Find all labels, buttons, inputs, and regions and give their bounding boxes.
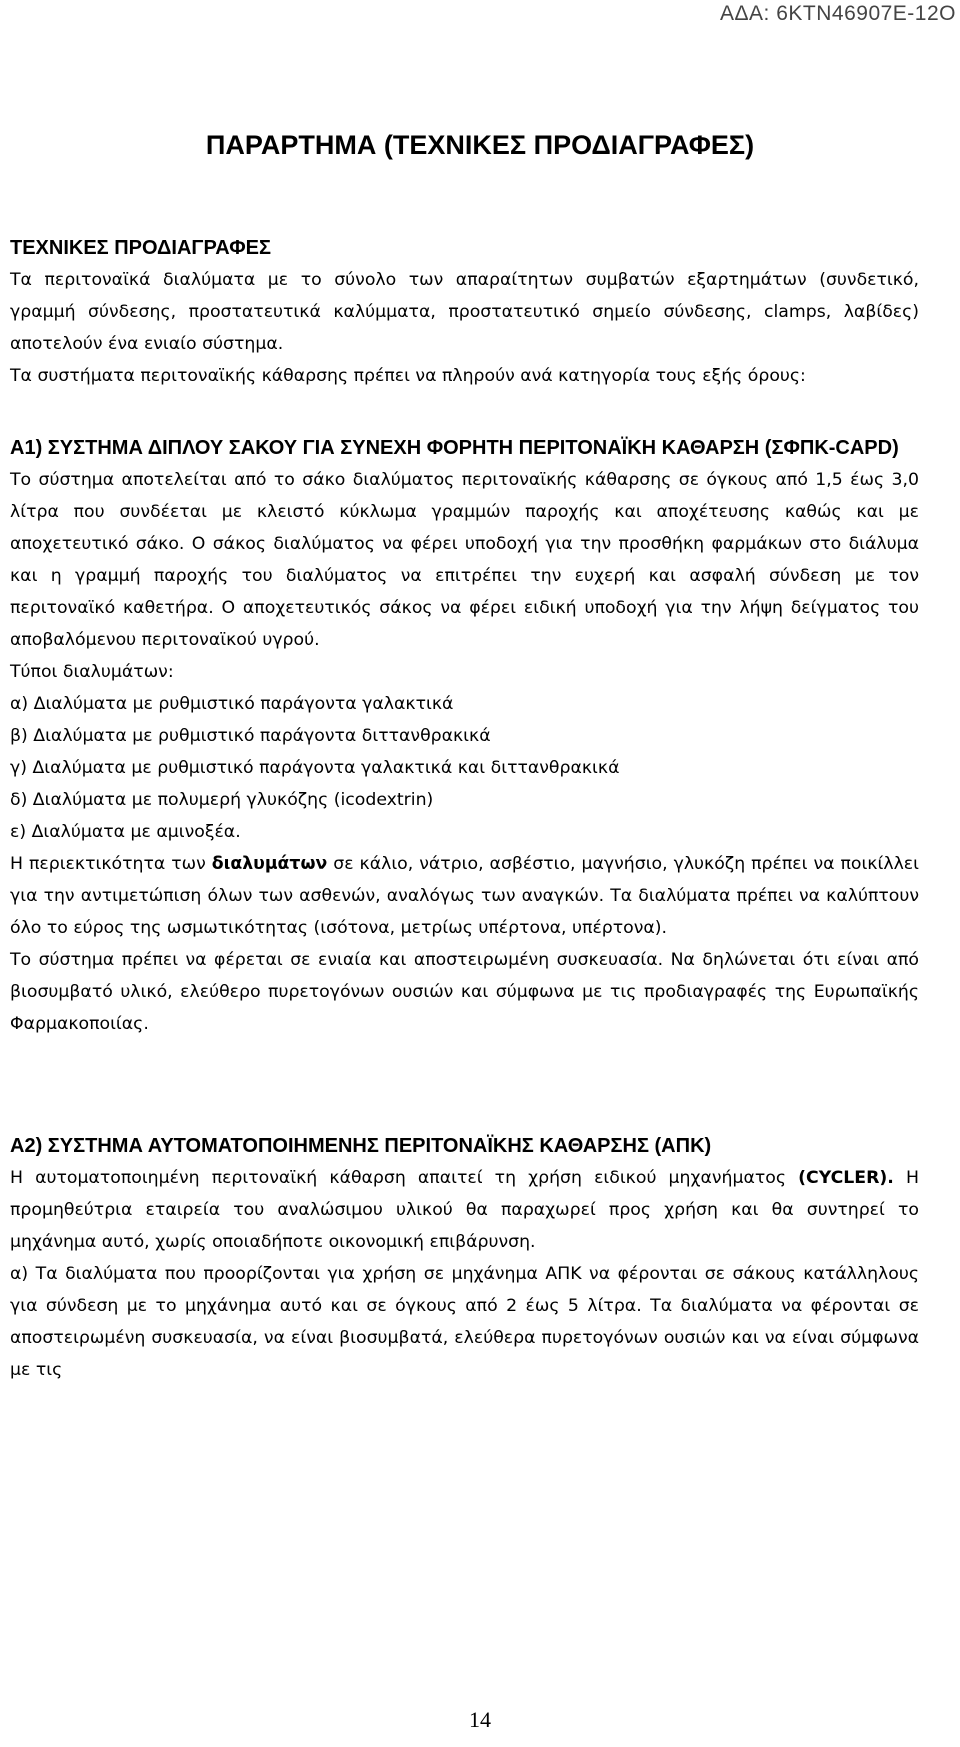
solution-types-label: Τύποι διαλυμάτων: bbox=[10, 662, 174, 682]
text-run: Η περιεκτικότητα των bbox=[10, 854, 212, 874]
paragraph-a2-cycler bbox=[10, 1162, 919, 1258]
solution-type-item: α) Διαλύματα με ρυθμιστικό παράγοντα γαλακτικά bbox=[10, 694, 454, 714]
text-run: σε κάλιο, νάτριο, ασβέστιο, μαγνήσιο, γλυκόζη πρέπει να ποικίλλει για την αντιμετώπιση όλων των ασθενών, αναλόγως των αναγκών. Τα διαλύματα πρέπει να καλύπτουν όλο το εύρος της ωσμωτικότητας (ισότονα, μετρίως υπέρτονα, υπέρτονα). bbox=[10, 854, 919, 938]
section-heading-a2: Α2) ΣΥΣΤΗΜΑ ΑΥΤΟΜΑΤΟΠΟΙΗΜΕΝΗΣ ΠΕΡΙΤΟΝΑΪΚΗΣ ΚΑΘΑΡΣΗΣ (ΑΠΚ) bbox=[10, 1135, 712, 1157]
paragraph-a1-content bbox=[10, 848, 919, 944]
spacer bbox=[10, 1040, 919, 1130]
document-body bbox=[10, 232, 919, 1386]
paragraph-a2-solutions: α) Τα διαλύματα που προορίζονται για χρήση σε μηχάνημα ΑΠΚ να φέρονται σε σάκους κατάλληλους για σύνδεση με το μηχάνημα αυτό και σε όγκους από 2 έως 5 λίτρα. Τα διαλύματα να φέρονται σε αποστειρωμένη συσκευασία, να είναι βιοσυμβατά, ελεύθερα πυρετογόνων ουσιών και να είναι σύμφωνα με τις bbox=[10, 1264, 919, 1380]
paragraph-intro: Τα περιτοναϊκά διαλύματα με το σύνολο των απαραίτητων συμβατών εξαρτημάτων (συνδετικό, γραμμή σύνδεσης, προστατευτικά καλύμματα, προστατευτικό σημείο σύνδεσης, clamps, λαβίδες) αποτελούν ένα ενιαίο σύστημα. bbox=[10, 270, 919, 354]
solution-type-item: δ) Διαλύματα με πολυμερή γλυκόζης (icodextrin) bbox=[10, 790, 434, 810]
solution-type-item: ε) Διαλύματα με αμινοξέα. bbox=[10, 822, 241, 842]
ada-code: ΑΔΑ: 6ΚΤΝ46907Ε-12Ο bbox=[720, 2, 956, 25]
bold-text: (CYCLER). bbox=[798, 1168, 894, 1188]
text-run: Η αυτοματοποιημένη περιτοναϊκή κάθαρση απαιτεί τη χρήση ειδικού μηχανήματος bbox=[10, 1168, 799, 1188]
paragraph-a1-packaging: Το σύστημα πρέπει να φέρεται σε ενιαία και αποστειρωμένη συσκευασία. Να δηλώνεται ότι είναι από βιοσυμβατό υλικό, ελεύθερο πυρετογόνων ουσιών και σύμφωνα με τις προδιαγραφές της Ευρωπαϊκής Φαρμακοποιίας. bbox=[10, 950, 919, 1034]
paragraph-a1-system: Το σύστημα αποτελείται από το σάκο διαλύματος περιτοναϊκής κάθαρσης σε όγκους από 1,5 έως 3,0 λίτρα που συνδέεται με κλειστό κύκλωμα γραμμών παροχής και αποχέτευσης καθώς και με αποχετευτικό σάκο. Ο σάκος διαλύματος να φέρει υποδοχή για την προσθήκη φαρμάκων στο διάλυμα και η γραμμή παροχής του διαλύματος να επιτρέπει την ευχερή και ασφαλή σύνδεση με τον περιτοναϊκό καθετήρα. Ο αποχετευτικός σάκος να φέρει ειδική υποδοχή για την λήψη δείγματος του αποβαλόμενου περιτοναϊκού υγρού. bbox=[10, 470, 919, 650]
solution-type-item: β) Διαλύματα με ρυθμιστικό παράγοντα διττανθρακικά bbox=[10, 726, 491, 746]
text-run: Η προμηθεύτρια εταιρεία του αναλώσιμου υλικού θα παραχωρεί προς χρήση και θα συντηρεί το μηχάνημα αυτό, χωρίς οποιαδήποτε οικονομική επιβάρυνση. bbox=[10, 1168, 919, 1252]
page-title: ΠΑΡΑΡΤΗΜΑ (ΤΕΧΝΙΚΕΣ ΠΡΟΔΙΑΓΡΑΦΕΣ) bbox=[205, 130, 755, 160]
section-heading-a1: Α1) ΣΥΣΤΗΜΑ ΔΙΠΛΟΥ ΣΑΚΟΥ ΓΙΑ ΣΥΝΕΧΗ ΦΟΡΗΤΗ ΠΕΡΙΤΟΝΑΪΚΗ ΚΑΘΑΡΣΗ (ΣΦΠΚ-CAPD) bbox=[10, 437, 899, 459]
spacer bbox=[10, 392, 919, 432]
section-heading-technical-specs: ΤΕΧΝΙΚΕΣ ΠΡΟΔΙΑΓΡΑΦΕΣ bbox=[10, 237, 271, 259]
page-number: 14 bbox=[469, 1707, 491, 1732]
bold-text: διαλυμάτων bbox=[211, 854, 328, 874]
solution-type-item: γ) Διαλύματα με ρυθμιστικό παράγοντα γαλακτικά και διττανθρακικά bbox=[10, 758, 620, 778]
paragraph-conditions: Τα συστήματα περιτοναϊκής κάθαρσης πρέπει να πληρούν ανά κατηγορία τους εξής όρους: bbox=[10, 366, 806, 386]
